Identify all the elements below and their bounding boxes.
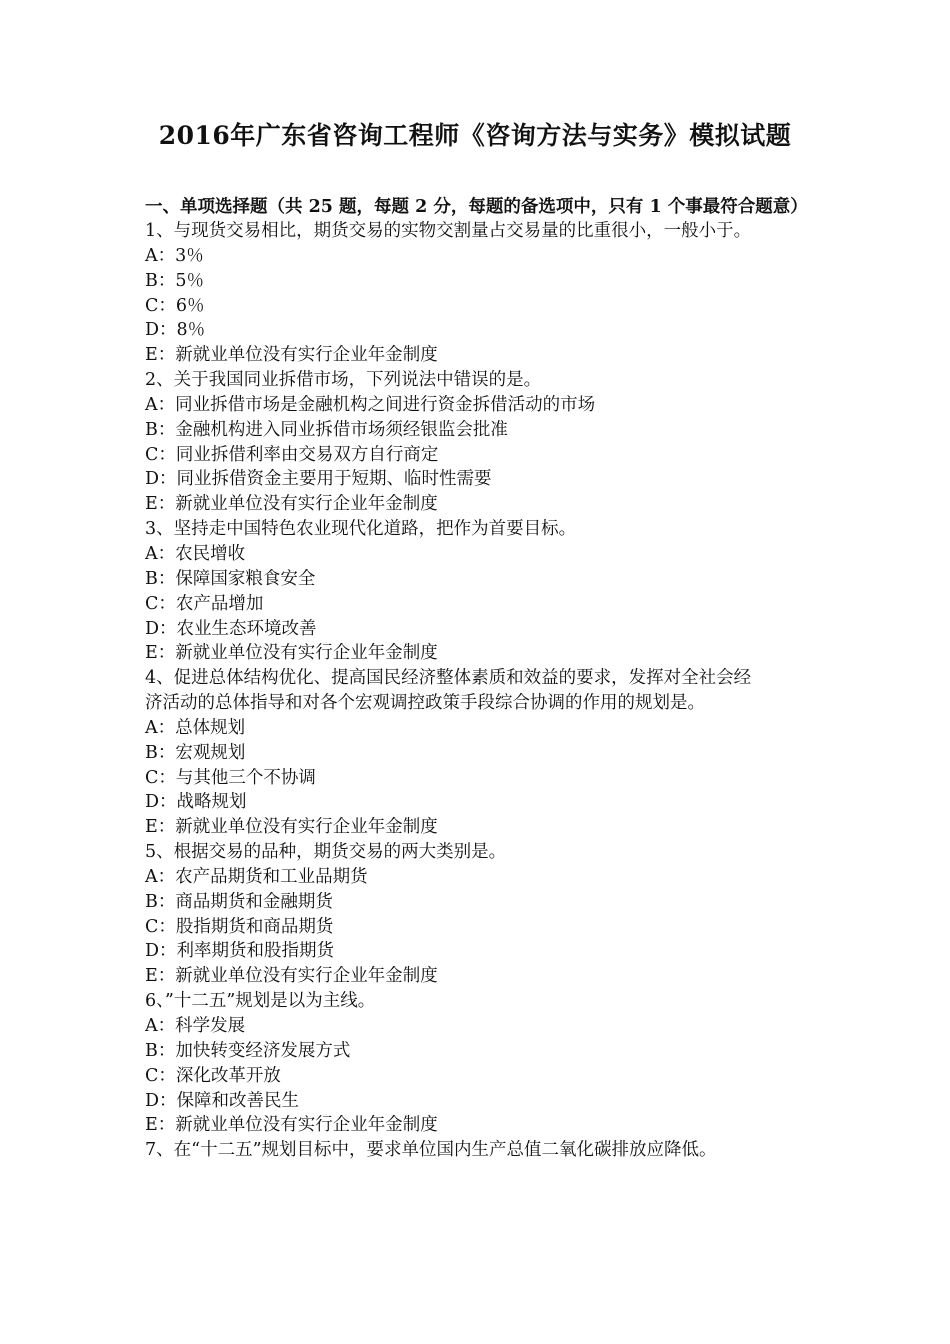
text-line: E：新就业单位没有实行企业年金制度	[145, 817, 438, 838]
text-line: C：与其他三个不协调	[145, 767, 316, 788]
question-list	[145, 219, 810, 1163]
text-line: D：同业拆借资金主要用于短期、临时性需要	[145, 469, 492, 490]
text-line: B：商品期货和金融期货	[145, 891, 333, 912]
document-body	[145, 196, 810, 1163]
text-line: 5、根据交易的品种，期货交易的两大类别是。	[145, 842, 507, 863]
text-line: B：宏观规划	[145, 742, 246, 763]
text-line: D：战略规划	[145, 792, 247, 813]
text-line: B：保障国家粮食安全	[145, 568, 316, 589]
text-line: E：新就业单位没有实行企业年金制度	[145, 966, 438, 987]
text-line: A：科学发展	[145, 1016, 246, 1036]
text-line: 1、与现货交易相比，期货交易的实物交割量占交易量的比重很小，一般小于。	[145, 221, 752, 241]
section-heading: 一、单项选择题（共 25 题，每题 2 分，每题的备选项中，只有 1 个事最符合题意）	[145, 197, 808, 217]
document-title: 2016年广东省咨询工程师《咨询方法与实务》模拟试题	[158, 121, 792, 150]
text-line: C：6％	[145, 295, 205, 316]
text-line: 2、关于我国同业拆借市场，下列说法中错误的是。	[145, 370, 542, 391]
text-line: D：8％	[145, 320, 206, 341]
text-line: C：股指期货和商品期货	[145, 916, 334, 937]
text-line: 7、在“十二五”规划目标中，要求单位国内生产总值二氧化碳排放应降低。	[145, 1140, 717, 1161]
text-line: B：5％	[145, 270, 204, 291]
text-line: E：新就业单位没有实行企业年金制度	[145, 345, 438, 366]
text-line: B：加快转变经济发展方式	[145, 1040, 351, 1061]
text-line: A：总体规划	[145, 717, 246, 738]
text-line: 6、”十二五”规划是以为主线。	[145, 991, 376, 1012]
text-line: A：同业拆借市场是金融机构之间进行资金拆借活动的市场	[145, 394, 596, 415]
text-line: 4、促进总体结构优化、提高国民经济整体素质和效益的要求，发挥对全社会经	[145, 668, 752, 689]
text-line: D：保障和改善民生	[145, 1090, 300, 1111]
text-line: A：农产品期货和工业品期货	[145, 866, 368, 887]
text-line: 3、坚持走中国特色农业现代化道路，把作为首要目标。	[145, 519, 577, 540]
text-line: C：农产品增加	[145, 593, 264, 614]
text-line: E：新就业单位没有实行企业年金制度	[145, 1115, 438, 1136]
text-line: D：农业生态环境改善	[145, 618, 317, 639]
text-line: B：金融机构进入同业拆借市场须经银监会批准	[145, 419, 508, 440]
text-line: E：新就业单位没有实行企业年金制度	[145, 643, 438, 664]
text-line: D：利率期货和股指期货	[145, 941, 335, 962]
text-line: C：同业拆借利率由交易双方自行商定	[145, 444, 439, 465]
text-line: E：新就业单位没有实行企业年金制度	[145, 494, 438, 515]
text-line: 济活动的总体指导和对各个宏观调控政策手段综合协调的作用的规划是。	[145, 693, 705, 714]
text-line: C：深化改革开放	[145, 1065, 281, 1086]
text-line: A：3％	[145, 245, 204, 266]
text-line: A：农民增收	[145, 543, 246, 564]
